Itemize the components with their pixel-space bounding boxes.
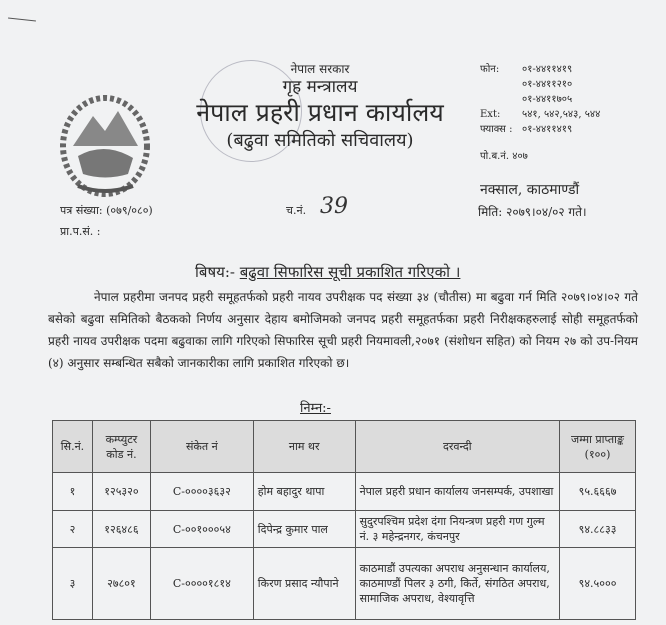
subject-text: बढुवा सिफारिस सूची प्रकाशित गरिएको । xyxy=(239,263,461,281)
phone-1: ०१-४४११४१९ xyxy=(522,64,573,75)
ext-label: Ext: xyxy=(480,109,501,120)
address: नक्साल, काठमाण्डौं xyxy=(480,182,580,198)
cell-symbol-no: C-००००३६३२ xyxy=(150,473,253,511)
phone-label: फोन: xyxy=(480,64,500,75)
dispatch-number: 39 xyxy=(320,194,348,219)
header-symbol-no: संकेत नं xyxy=(150,421,253,473)
recommendation-table xyxy=(52,420,636,620)
table-row xyxy=(53,473,636,511)
cell-name: दिपेन्द्र कुमार पाल xyxy=(253,511,355,548)
list-heading: निम्न:- xyxy=(300,401,331,416)
cell-posting: काठमाडौं उपत्यका अपराध अनुसन्धान कार्यालय, काठमाण्डौं पिलर ३ ठगी, किर्ते, संगठित अपराध, सामाजिक अपराध, वेश्यावृत्ति xyxy=(355,548,560,620)
cell-serial: ३ xyxy=(53,548,93,620)
letter-date: मिति: २०७९।०४/०२ गते। xyxy=(478,205,587,219)
table-header-row xyxy=(53,421,636,473)
header-total-score: जम्मा प्राप्ताङ्क (१००) xyxy=(560,421,636,473)
office-title: नेपाल प्रहरी प्रधान कार्यालय xyxy=(196,98,444,127)
body-paragraph xyxy=(48,286,638,374)
pra-pa-number: प्रा.प.सं. : xyxy=(60,225,101,238)
cell-serial: २ xyxy=(53,511,93,548)
fax-label: फ्याक्स : xyxy=(480,124,513,135)
scan-mark xyxy=(8,18,36,22)
header-serial: सि.नं. xyxy=(53,421,93,473)
phone-2: ०१-४४११२१० xyxy=(522,79,573,90)
cell-computer-code: १२५३२० xyxy=(92,473,150,511)
table-row xyxy=(53,548,636,620)
header-computer-code: कम्प्युटर कोड नं. xyxy=(92,421,150,473)
subject-line xyxy=(195,262,460,282)
cell-name: होम बहादुर थापा xyxy=(253,473,355,511)
subject-label: बिषय:- xyxy=(195,263,235,281)
cell-total-score: ९५.६६६७ xyxy=(560,473,636,511)
cell-posting: सुदुरपश्चिम प्रदेश दंगा नियन्त्रण प्रहरी गण गुल्म नं. ३ महेन्द्रनगर, कंचनपुर xyxy=(355,511,560,548)
cell-posting: नेपाल प्रहरी प्रधान कार्यालय जनसम्पर्क, उपशाखा xyxy=(355,473,560,511)
contact-block xyxy=(480,62,600,164)
cell-computer-code: २७८०१ xyxy=(92,548,150,620)
cell-name: किरण प्रसाद न्यौपाने xyxy=(253,548,355,620)
cell-serial: १ xyxy=(53,473,93,511)
cell-total-score: ९४.८८३३ xyxy=(560,511,636,548)
phone-3: ०१-४४११७०५ xyxy=(522,94,573,105)
header-posting: दरवन्दी xyxy=(355,421,560,473)
header-name: नाम थर xyxy=(253,421,355,473)
table-row xyxy=(53,511,636,548)
cell-symbol-no: C-००१०००५४ xyxy=(150,511,253,548)
government-name: नेपाल सरकार xyxy=(290,62,350,76)
ext-numbers: ५४१, ५४२,५४३, ५४४ xyxy=(522,109,601,120)
secretariat-title: (बढुवा समितिको सचिवालय) xyxy=(226,130,414,151)
cell-symbol-no: C-००००१८१४ xyxy=(150,548,253,620)
cell-total-score: ९४.५००० xyxy=(560,548,636,620)
cell-computer-code: १२६४८६ xyxy=(92,511,150,548)
body-text: नेपाल प्रहरीमा जनपद प्रहरी समूहतर्फको प्रहरी नायव उपरीक्षक पद संख्या ३४ (चौतीस) मा बढुवा गर्न मिति २०७९।०४।०२ गते बसेको बढुवा समितिको बैठकको निर्णय अनुसार देहाय बमोजिमको जनपद प्रहरी समूहतर्फका प्रहरी निरीक्षकहरुलाई सोही समूहतर्फको प्रहरी नायव उपरीक्षक पदमा बढुवाका लागि गरिएको सिफारिस सूची प्रहरी नियमावली,२०७१ (संशोधन सहित) को नियम २७ को उप-नियम (४) अनुसार सम्बन्धित सबैको जानकारीका लागि प्रकाशित गरिएको छ। xyxy=(48,290,638,370)
dispatch-label: च.नं. xyxy=(286,204,307,217)
fax-number: ०१-४४११४१९ xyxy=(522,124,573,135)
po-box: पो.ब.नं. ४०७ xyxy=(480,151,528,162)
letter-ref-number: पत्र संख्या: (०७९/०८०) xyxy=(60,204,153,217)
nepal-emblem-logo xyxy=(58,86,152,198)
ministry-name: गृह मन्त्रालय xyxy=(282,77,358,97)
